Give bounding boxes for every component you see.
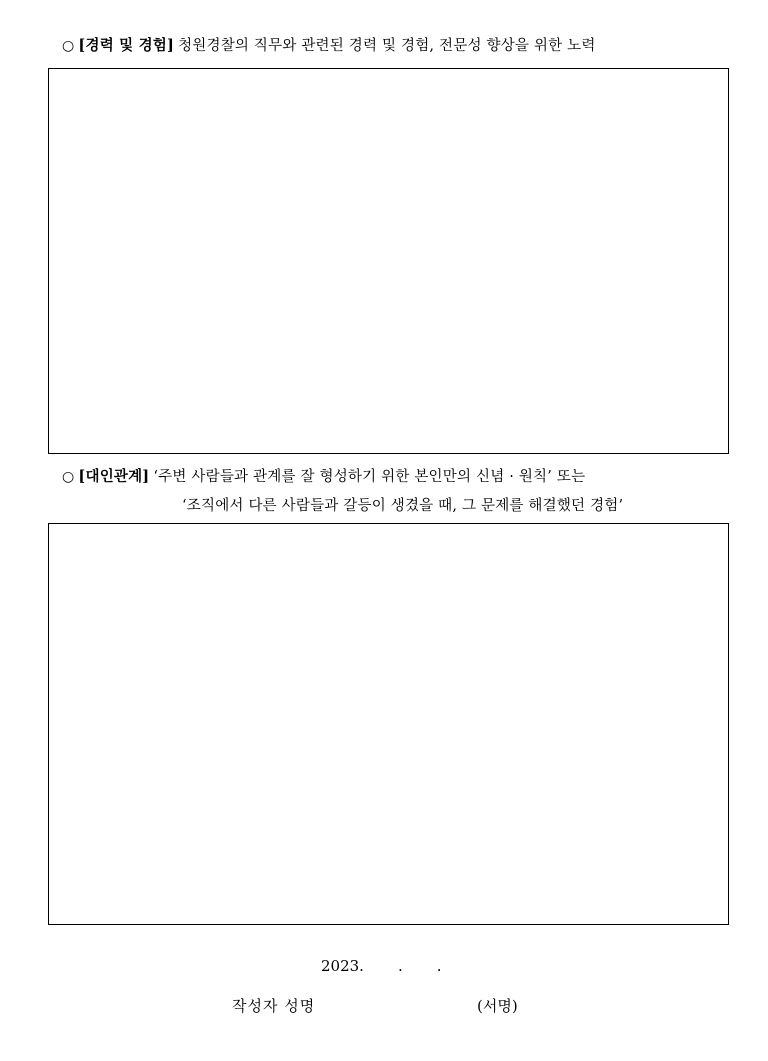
date-line: [321, 956, 442, 976]
signature-mark: (서명): [477, 997, 518, 1015]
circle-bullet-icon: ○: [62, 469, 75, 485]
section-tag-experience: [경력 및 경험]: [78, 37, 175, 54]
experience-answer-box[interactable]: [48, 68, 729, 454]
section-tag-relations: [대인관계]: [78, 468, 150, 485]
circle-bullet-icon: ○: [62, 38, 75, 54]
section-description-relations-line2: ‘조직에서 다른 사람들과 갈등이 생겼을 때, 그 문제를 해결했던 경험’: [182, 498, 624, 514]
date-year: 2023.: [321, 957, 364, 975]
section-heading-experience: [62, 36, 596, 56]
section-description-relations-line1: ‘주변 사람들과 관계를 잘 형성하기 위한 본인만의 신념 · 원칙’ 또는: [153, 469, 586, 485]
relations-answer-box[interactable]: [48, 523, 729, 925]
section-heading-relations: [62, 467, 585, 487]
date-month-dot: .: [397, 957, 403, 975]
signer-name-label: 작성자 성명: [232, 997, 316, 1015]
section-description-experience: 청원경찰의 직무와 관련된 경력 및 경험, 전문성 향상을 위한 노력: [178, 38, 596, 54]
date-day-dot: .: [436, 957, 442, 975]
